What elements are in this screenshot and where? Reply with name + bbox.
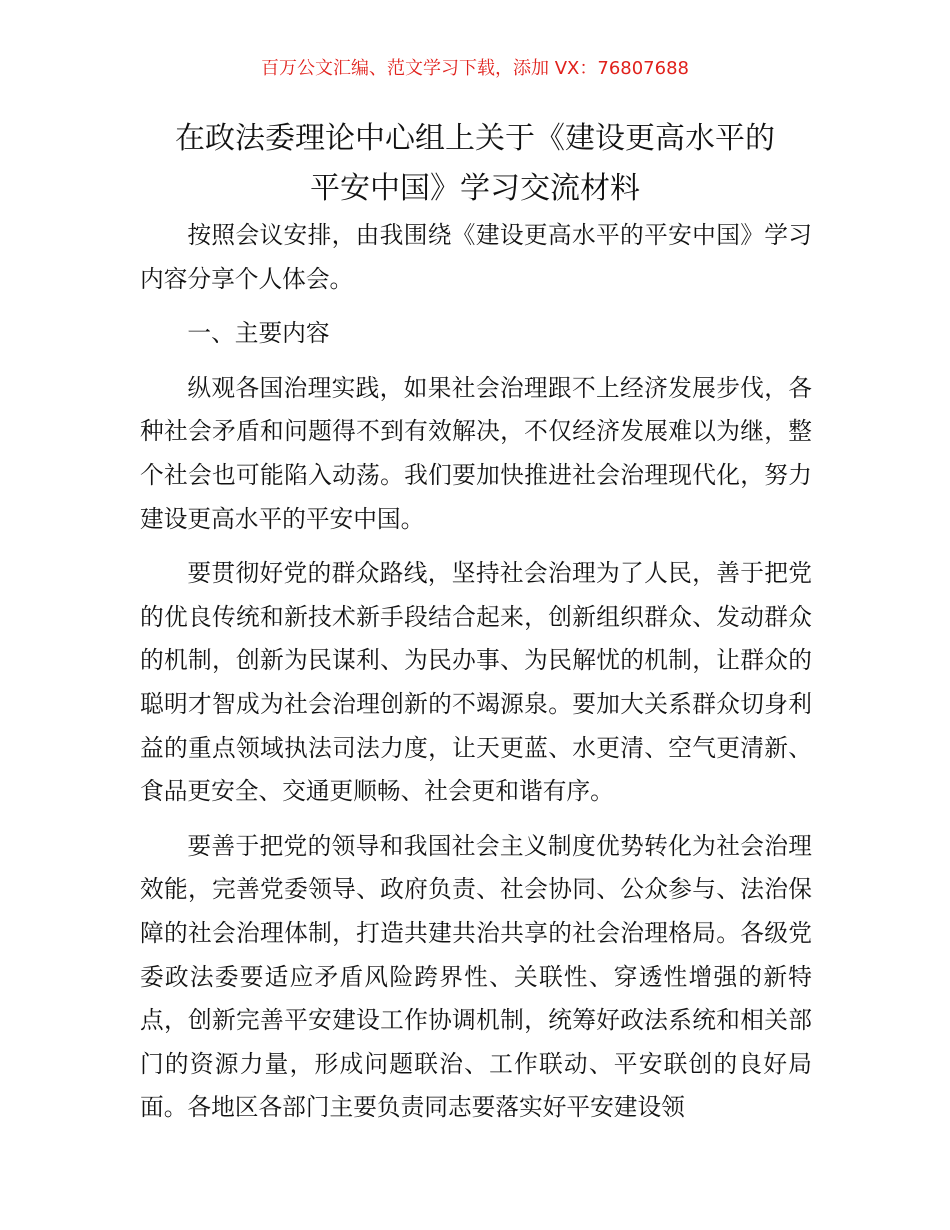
paragraph-intro: 按照会议安排，由我围绕《建设更高水平的平安中国》学习内容分享个人体会。 bbox=[140, 221, 812, 293]
document-body bbox=[140, 214, 812, 1141]
section-heading: 一、主要内容 bbox=[187, 319, 330, 348]
paragraph-3: 要善于把党的领导和我国社会主义制度优势转化为社会治理效能，完善党委领导、政府负责、社会协同、公众参与、法治保障的社会治理体制，打造共建共治共享的社会治理格局。各级党委政法委要适应矛盾风险跨界性、关联性、穿透性增强的新特点，创新完善平安建设工作协调机制，统筹好政法系统和相关部门的资源力量，形成问题联治、工作联动、平安联创的良好局面。各地区各部门主要负责同志要落实好平安建设领 bbox=[140, 831, 812, 1122]
paragraph-1: 纵观各国治理实践，如果社会治理跟不上经济发展步伐，各种社会矛盾和问题得不到有效解决，不仅经济发展难以为继，整个社会也可能陷入动荡。我们要加快推进社会治理现代化，努力建设更高水平的平安中国。 bbox=[140, 373, 812, 533]
document-title bbox=[130, 114, 820, 214]
title-line-2: 平安中国》学习交流材料 bbox=[310, 171, 640, 206]
title-line-1: 在政法委理论中心组上关于《建设更高水平的 bbox=[175, 121, 775, 156]
paragraph-2: 要贯彻好党的群众路线，坚持社会治理为了人民，善于把党的优良传统和新技术新手段结合起来，创新组织群众、发动群众的机制，创新为民谋利、为民办事、为民解忧的机制，让群众的聪明才智成为社会治理创新的不竭源泉。要加大关系群众切身利益的重点领域执法司法力度，让天更蓝、水更清、空气更清新、食品更安全、交通更顺畅、社会更和谐有序。 bbox=[140, 559, 812, 806]
watermark-banner: 百万公文汇编、范文学习下载，添加 VX：76807688 bbox=[261, 58, 689, 79]
